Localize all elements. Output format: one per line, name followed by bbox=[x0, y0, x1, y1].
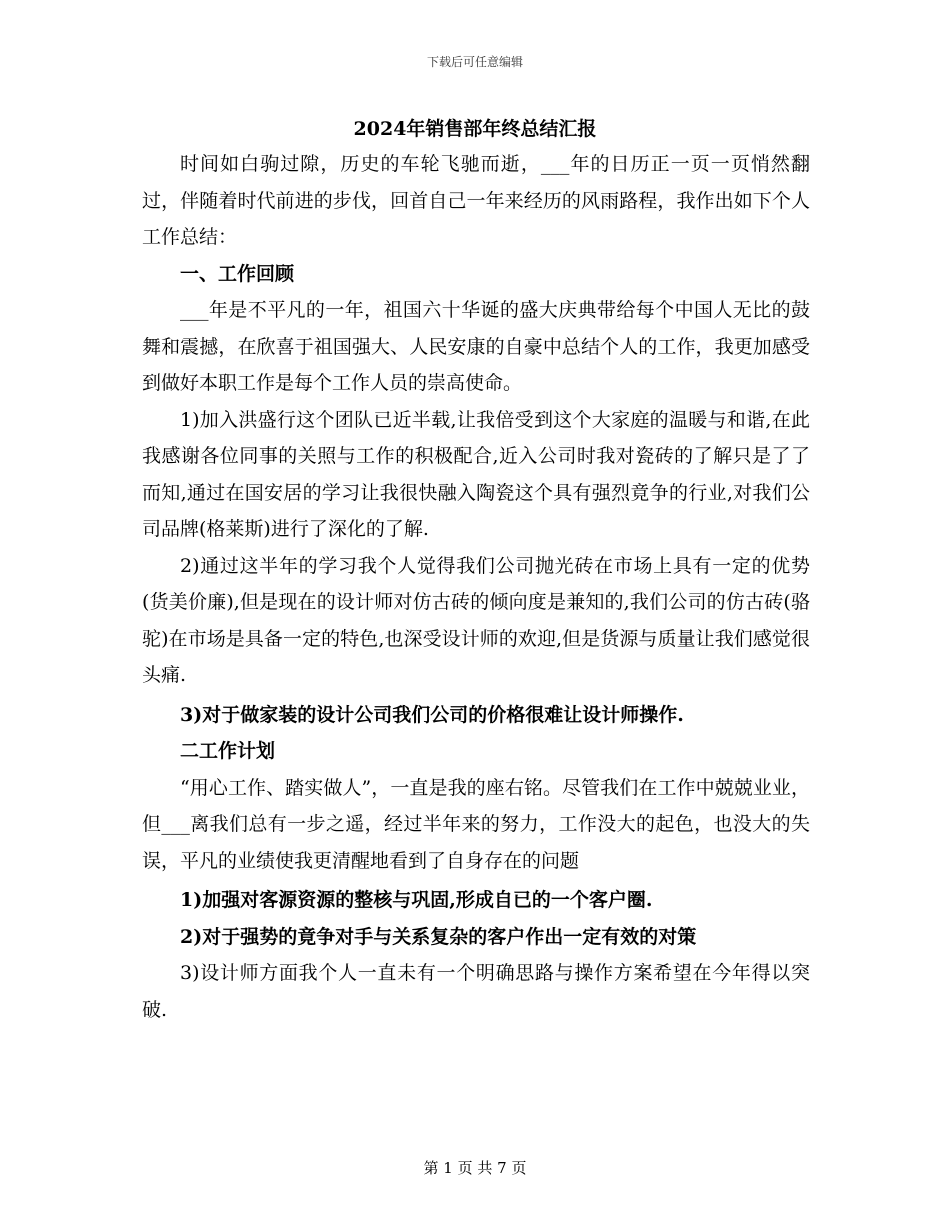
page-number-footer: 第 1 页 共 7 页 bbox=[423, 1159, 527, 1177]
paragraph-intro: 时间如白驹过隙，历史的车轮飞驰而逝，___年的日历正一页一页悄然翻过，伴随着时代前进的步伐，回首自己一年来经历的风雨路程，我作出如下个人工作总结： bbox=[142, 153, 810, 248]
paragraph-plan: “用心工作、踏实做人”，一直是我的座右铭。尽管我们在工作中兢兢业业，但___离我们总有一步之遥，经过半年来的努力，工作没大的起色，也没大的失误，平凡的业绩使我更清醒地看到了自身存在的问题 bbox=[142, 776, 810, 872]
document-body bbox=[142, 146, 810, 1028]
section-heading-review: 一、工作回顾 bbox=[180, 262, 295, 285]
header-note: 下载后可任意编辑 bbox=[426, 55, 523, 69]
list-item-plan-1: 1)加强对客源资源的整核与巩固,形成自已的一个客户圈. bbox=[180, 889, 653, 911]
list-item-review-2: 2)通过这半年的学习我个人觉得我们公司抛光砖在市场上具有一定的优势(货美价廉),但是现在的设计师对仿古砖的倾向度是兼知的,我们公司的仿古砖(骆驼)在市场是具备一定的特色,也深受设计师的欢迎,但是货源与质量让我们感觉很头痛. bbox=[142, 554, 810, 686]
document-title: 2024年销售部年终总结汇报 bbox=[353, 118, 597, 140]
list-item-review-3: 3)对于做家装的设计公司我们公司的价格很难让设计师操作. bbox=[180, 703, 684, 726]
paragraph-review: ___年是不平凡的一年，祖国六十华诞的盛大庆典带给每个中国人无比的鼓舞和震撼，在欣喜于祖国强大、人民安康的自豪中总结个人的工作，我更加感受到做好本职工作是每个工作人员的崇高使命。 bbox=[142, 299, 810, 394]
section-heading-plan: 二工作计划 bbox=[180, 740, 276, 762]
list-item-plan-2: 2)对于强势的竟争对手与关系复杂的客户作出一定有效的对策 bbox=[180, 925, 697, 948]
list-item-review-1: 1)加入洪盛行这个团队已近半载,让我倍受到这个大家庭的温暖与和谐,在此我感谢各位同事的关照与工作的积极配合,近入公司时我对瓷砖的了解只是了了而知,通过在国安居的学习让我很快融入陶瓷这个具有强烈竟争的行业,对我们公司品牌(格莱斯)进行了深化的了解. bbox=[142, 408, 810, 540]
list-item-plan-3: 3)设计师方面我个人一直未有一个明确思路与操作方案希望在今年得以突破. bbox=[142, 962, 810, 1021]
